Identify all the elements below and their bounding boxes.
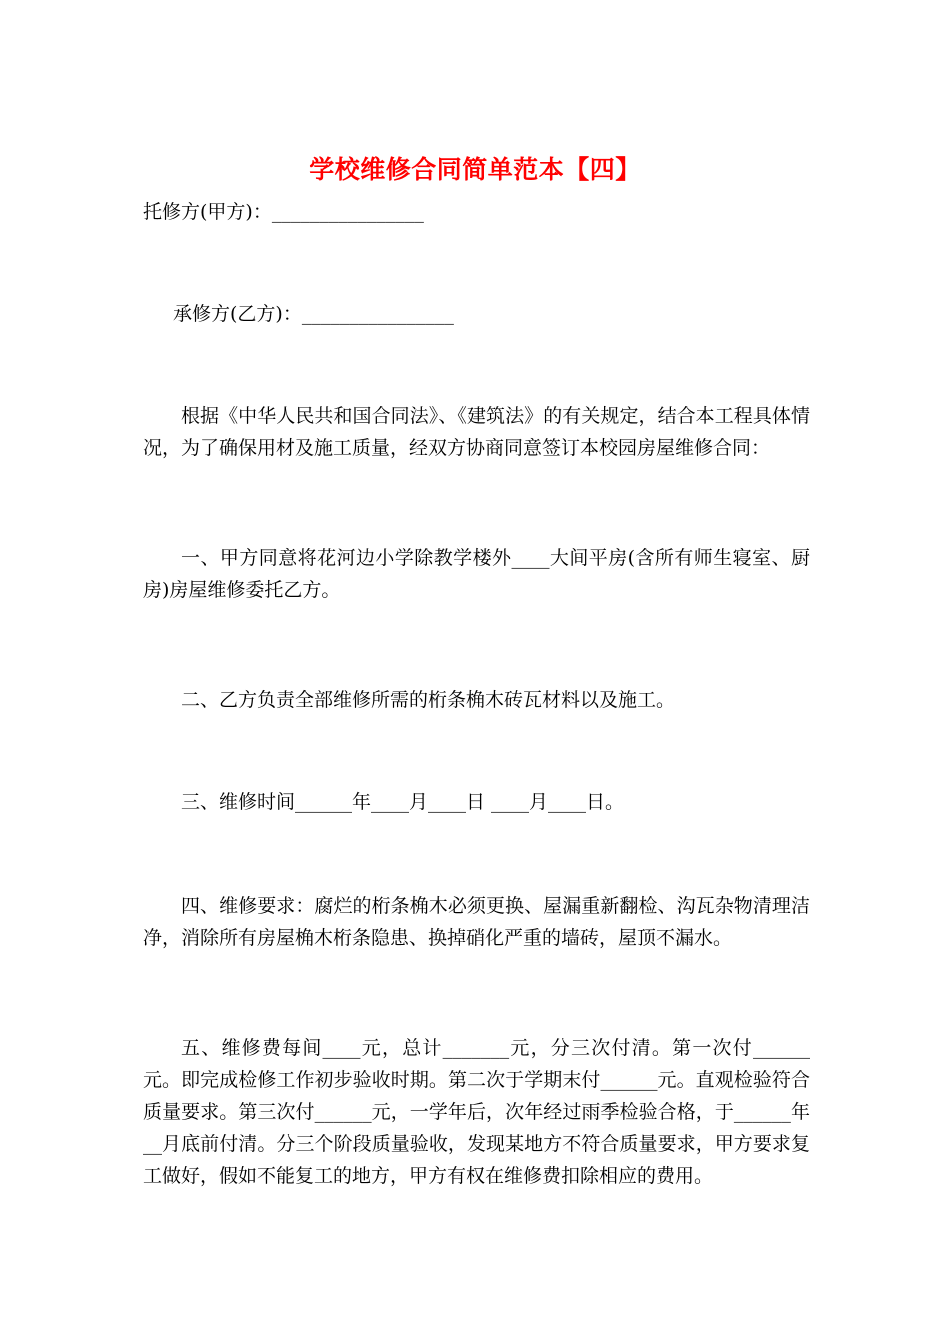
document-title: 学校维修合同简单范本【四】 [309,155,641,184]
clause-1: 一、甲方同意将花河边小学除教学楼外____大间平房(含所有师生寝室、厨房)房屋维修委托乙方。 [143,547,810,601]
intro-paragraph: 根据《中华人民共和国合同法》、《建筑法》的有关规定，结合本工程具体情况，为了确保用材及施工质量，经双方协商同意签订本校园房屋维修合同： [143,405,810,459]
clause-4: 四、维修要求：腐烂的桁条桷木必须更换、屋漏重新翻检、沟瓦杂物清理洁净，消除所有房屋桷木桁条隐患、换掉硝化严重的墙砖，屋顶不漏水。 [143,895,810,949]
clause-5: 五、维修费每间____元，总计_______元，分三次付清。第一次付______元。即完成检修工作初步验收时期。第二次于学期末付______元。直观检验符合质量要求。第三次付______元，一学年后，次年经过雨季检验合格，于______年__月底前付清。分三个阶段质量验收，发现某地方不符合质量要求，甲方要求复工做好，假如不能复工的地方，甲方有权在维修费扣除相应的费用。 [143,1037,810,1187]
clause-3: 三、维修时间______年____月____日 ____月____日。 [181,791,625,813]
party-b-line: 承修方(乙方)：________________ [173,303,454,325]
party-a-line: 托修方(甲方)：________________ [143,201,424,223]
clause-2: 二、乙方负责全部维修所需的桁条桷木砖瓦材料以及施工。 [181,689,676,711]
